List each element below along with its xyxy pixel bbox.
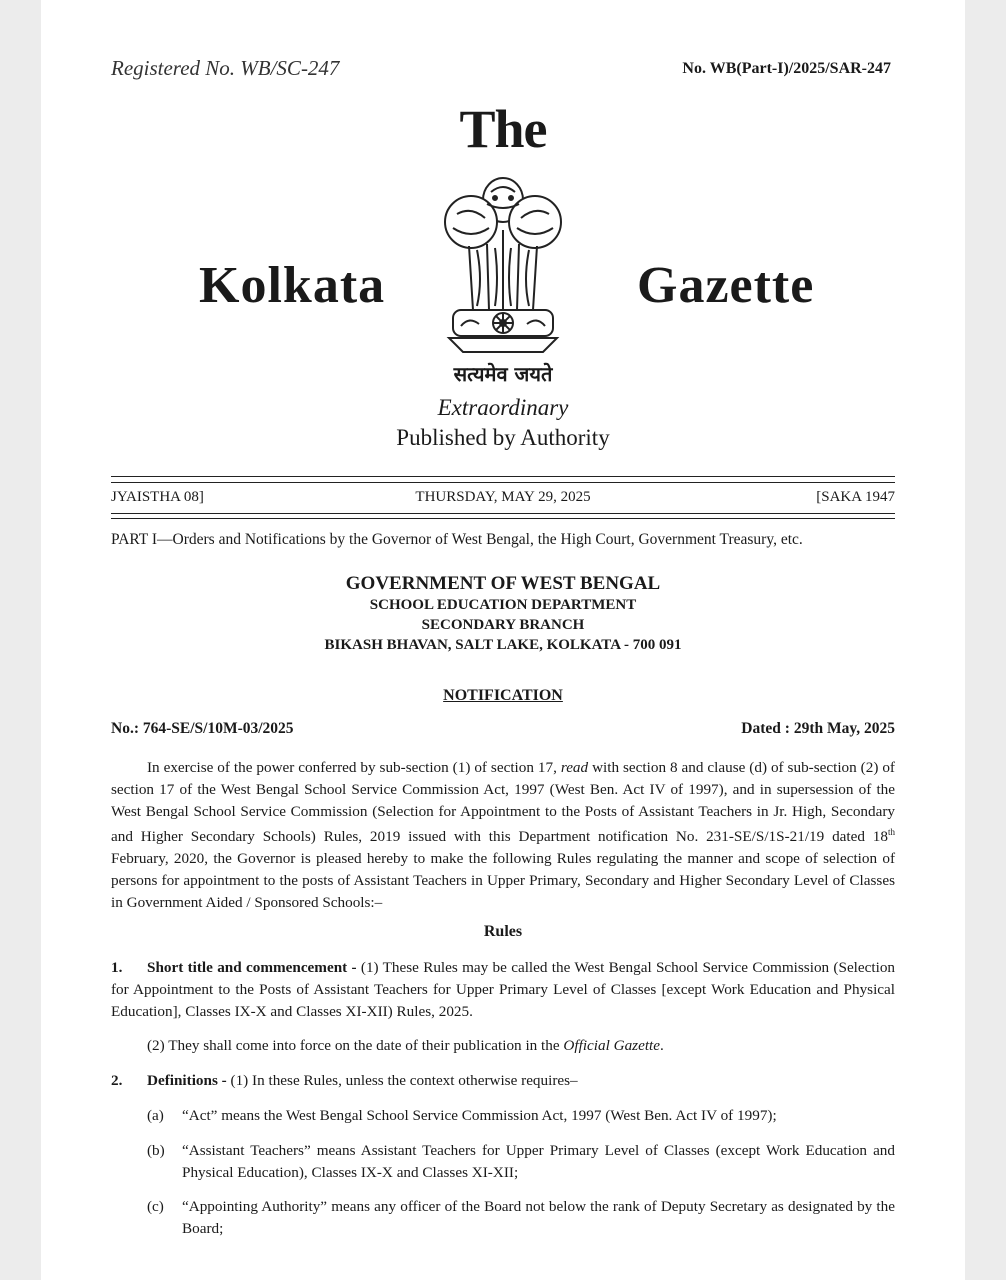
notification-date: Dated : 29th May, 2025 <box>741 720 895 737</box>
dateline-date: THURSDAY, MAY 29, 2025 <box>415 489 591 505</box>
definition-item: (c) “Appointing Authority” means any officer of the Board not below the rank of Deputy Secretary as designated by the Board; <box>147 1198 895 1237</box>
dateline-left: JYAISTHA 08] <box>111 489 204 505</box>
department-name: SCHOOL EDUCATION DEPARTMENT <box>369 597 637 613</box>
definition-item: (b) “Assistant Teachers” means Assistant Teachers for Upper Primary Level of Classes (except Work Education and Physical Education), Classes IX-X and Classes XI-XII; <box>147 1142 895 1181</box>
divider <box>111 476 895 477</box>
notification-heading: NOTIFICATION <box>443 687 563 704</box>
national-emblem-icon <box>439 170 567 360</box>
registered-number: Registered No. WB/SC-247 <box>111 56 340 80</box>
section-1: 1. Short title and commencement - (1) These Rules may be called the West Bengal School Service Commission (Selection for Appointment to the Posts of Assistant Teachers for Upper Primary Level of Classes [except Work Education and Physical Education], Classes IX-X and Classes XI-XII) Rules, 2025. <box>111 959 896 1020</box>
department-address: BIKASH BHAVAN, SALT LAKE, KOLKATA - 700 091 <box>324 637 682 653</box>
masthead-kolkata: Kolkata <box>199 257 386 314</box>
gazette-number: No. WB(Part-I)/2025/SAR-247 <box>682 60 891 77</box>
masthead-the: The <box>459 99 547 159</box>
branch-name: SECONDARY BRANCH <box>421 617 585 633</box>
section-2: 2. Definitions - (1) In these Rules, unless the context otherwise requires– <box>111 1072 578 1089</box>
govt-name: GOVERNMENT OF WEST BENGAL <box>345 573 661 594</box>
dateline-right: [SAKA 1947 <box>816 489 895 505</box>
preamble-paragraph: In exercise of the power conferred by sub-section (1) of section 17, read with section 8 and clause (d) of sub-section (2) of section 17 of the West Bengal School Service Commission Act, 1997 (West Ben. Act IV of 1997), and in supersession of the West Bengal School Service Commission (Selection for Appointment to the Posts of Assistant Teachers in Jr. High, Secondary and Higher Secondary Schools) Rules, 2019 issued with this Department notification No. 231-SE/S/1S-21/19 dated 18th February, 2020, the Governor is pleased hereby to make the following Rules regulating the manner and scope of selection of persons for appointment to the posts of Assistant Teachers in Upper Primary, Secondary and Higher Secondary Level of Classes in Government Aided / Sponsored Schools:– <box>111 759 895 911</box>
gazette-page <box>41 0 965 1280</box>
divider <box>111 518 895 519</box>
notification-number: No.: 764-SE/S/10M-03/2025 <box>111 720 294 737</box>
published-by-authority: Published by Authority <box>396 425 610 450</box>
divider <box>111 482 895 483</box>
divider <box>111 513 895 514</box>
part-line: PART I—Orders and Notifications by the Governor of West Bengal, the High Court, Government Treasury, etc. <box>111 531 803 548</box>
extraordinary-label: Extraordinary <box>437 395 569 420</box>
rules-heading: Rules <box>483 923 523 940</box>
masthead-gazette: Gazette <box>637 257 815 314</box>
motto: सत्यमेव जयते <box>453 362 553 386</box>
definition-item: (a) “Act” means the West Bengal School Service Commission Act, 1997 (West Ben. Act IV of 1997); <box>147 1107 777 1124</box>
section-1-subsection-2: (2) They shall come into force on the date of their publication in the Official Gazette. <box>147 1037 664 1054</box>
